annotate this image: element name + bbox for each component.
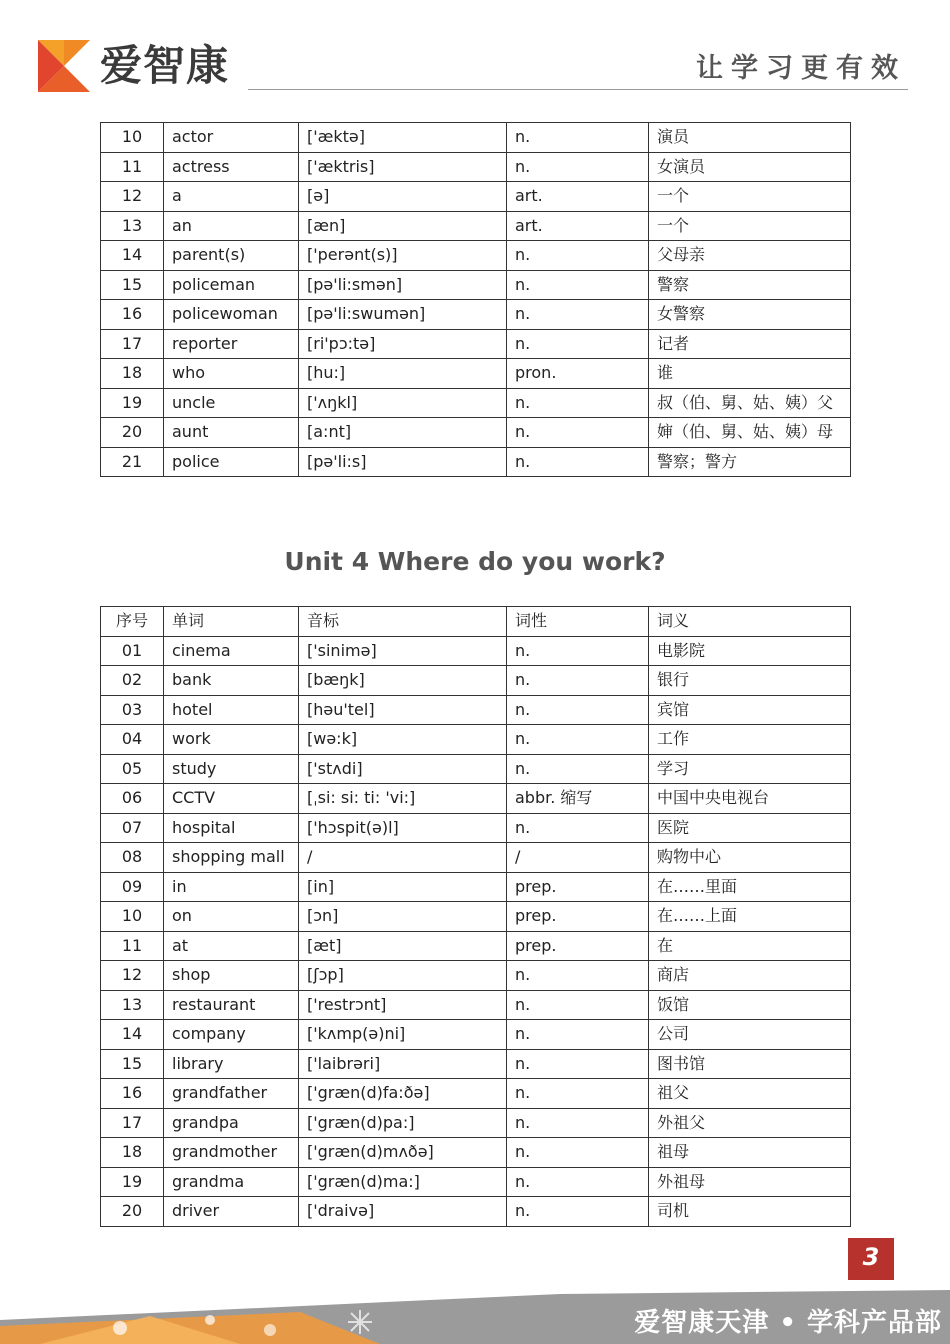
cell-no: 08 — [101, 843, 164, 873]
cell-word: CCTV — [164, 784, 299, 814]
cell-pos: n. — [507, 1138, 649, 1168]
cell-pos: n. — [507, 300, 649, 330]
cell-pos: n. — [507, 754, 649, 784]
vocab-table-unit4 — [100, 606, 851, 1227]
cell-meaning: 女警察 — [649, 300, 851, 330]
cell-no: 10 — [101, 123, 164, 153]
cell-word: policeman — [164, 270, 299, 300]
cell-meaning: 祖父 — [649, 1079, 851, 1109]
cell-no: 10 — [101, 902, 164, 932]
table-header-row — [101, 607, 851, 637]
header-divider — [248, 89, 908, 90]
cell-meaning: 购物中心 — [649, 843, 851, 873]
cell-pos: art. — [507, 211, 649, 241]
cell-pos: art. — [507, 182, 649, 212]
cell-phonetic: ['æktə] — [299, 123, 507, 153]
cell-pos: n. — [507, 695, 649, 725]
table-row — [101, 123, 851, 153]
cell-phonetic: [pə'li:s] — [299, 447, 507, 477]
cell-meaning: 宾馆 — [649, 695, 851, 725]
cell-pos: n. — [507, 270, 649, 300]
cell-phonetic: [ɔn] — [299, 902, 507, 932]
cell-no: 19 — [101, 1167, 164, 1197]
cell-phonetic: ['stʌdi] — [299, 754, 507, 784]
cell-word: library — [164, 1049, 299, 1079]
cell-no: 21 — [101, 447, 164, 477]
cell-word: actress — [164, 152, 299, 182]
cell-pos: pron. — [507, 359, 649, 389]
cell-phonetic: ['sinimə] — [299, 636, 507, 666]
cell-pos: prep. — [507, 931, 649, 961]
cell-pos: n. — [507, 1079, 649, 1109]
cell-pos: prep. — [507, 902, 649, 932]
cell-no: 17 — [101, 329, 164, 359]
cell-meaning: 婶（伯、舅、姑、姨）母 — [649, 418, 851, 448]
cell-word: policewoman — [164, 300, 299, 330]
header-phonetic: 音标 — [299, 607, 507, 637]
table-row — [101, 1079, 851, 1109]
table-row — [101, 1020, 851, 1050]
cell-phonetic: ['kʌmp(ə)ni] — [299, 1020, 507, 1050]
table-row — [101, 990, 851, 1020]
cell-no: 07 — [101, 813, 164, 843]
cell-meaning: 演员 — [649, 123, 851, 153]
cell-pos: n. — [507, 636, 649, 666]
cell-meaning: 学习 — [649, 754, 851, 784]
table-row — [101, 270, 851, 300]
cell-no: 19 — [101, 388, 164, 418]
cell-no: 02 — [101, 666, 164, 696]
table-row — [101, 182, 851, 212]
cell-meaning: 饭馆 — [649, 990, 851, 1020]
cell-phonetic: ['perənt(s)] — [299, 241, 507, 271]
cell-word: uncle — [164, 388, 299, 418]
cell-phonetic: ['draivə] — [299, 1197, 507, 1227]
table-row — [101, 1138, 851, 1168]
cell-pos: n. — [507, 1049, 649, 1079]
cell-pos: n. — [507, 152, 649, 182]
cell-word: grandfather — [164, 1079, 299, 1109]
cell-no: 14 — [101, 241, 164, 271]
cell-phonetic: ['græn(d)ma:] — [299, 1167, 507, 1197]
header-pos: 词性 — [507, 607, 649, 637]
table-row — [101, 329, 851, 359]
cell-pos: n. — [507, 813, 649, 843]
table-row — [101, 152, 851, 182]
cell-pos: n. — [507, 388, 649, 418]
table-row — [101, 636, 851, 666]
table-row — [101, 1197, 851, 1227]
table-row — [101, 813, 851, 843]
table-row — [101, 784, 851, 814]
table-row — [101, 388, 851, 418]
cell-word: restaurant — [164, 990, 299, 1020]
cell-meaning: 一个 — [649, 211, 851, 241]
cell-no: 20 — [101, 1197, 164, 1227]
footer-sparkle-icon — [348, 1310, 372, 1334]
cell-pos: n. — [507, 123, 649, 153]
cell-word: hospital — [164, 813, 299, 843]
cell-pos: n. — [507, 329, 649, 359]
cell-no: 16 — [101, 300, 164, 330]
cell-phonetic: ['græn(d)fa:ðə] — [299, 1079, 507, 1109]
table-row — [101, 725, 851, 755]
cell-meaning: 谁 — [649, 359, 851, 389]
table-row — [101, 961, 851, 991]
cell-phonetic: ['restrɔnt] — [299, 990, 507, 1020]
header-no: 序号 — [101, 607, 164, 637]
cell-word: work — [164, 725, 299, 755]
cell-no: 11 — [101, 152, 164, 182]
vocab-table-continued — [100, 122, 851, 477]
header-word: 单词 — [164, 607, 299, 637]
table-row — [101, 300, 851, 330]
cell-phonetic: [æn] — [299, 211, 507, 241]
cell-word: at — [164, 931, 299, 961]
table-row — [101, 931, 851, 961]
cell-meaning: 叔（伯、舅、姑、姨）父 — [649, 388, 851, 418]
cell-pos: n. — [507, 1108, 649, 1138]
table-row — [101, 754, 851, 784]
cell-no: 04 — [101, 725, 164, 755]
cell-meaning: 电影院 — [649, 636, 851, 666]
cell-pos: n. — [507, 961, 649, 991]
cell-meaning: 记者 — [649, 329, 851, 359]
table-row — [101, 666, 851, 696]
brand-logo-icon — [38, 40, 90, 92]
cell-phonetic: ['græn(d)mʌðə] — [299, 1138, 507, 1168]
table-row — [101, 872, 851, 902]
cell-phonetic: [æt] — [299, 931, 507, 961]
cell-word: parent(s) — [164, 241, 299, 271]
cell-pos: n. — [507, 666, 649, 696]
cell-no: 17 — [101, 1108, 164, 1138]
cell-no: 20 — [101, 418, 164, 448]
table-row — [101, 1049, 851, 1079]
cell-pos: n. — [507, 418, 649, 448]
cell-word: on — [164, 902, 299, 932]
cell-word: an — [164, 211, 299, 241]
cell-no: 11 — [101, 931, 164, 961]
cell-pos: n. — [507, 990, 649, 1020]
cell-no: 05 — [101, 754, 164, 784]
cell-no: 12 — [101, 961, 164, 991]
table-row — [101, 211, 851, 241]
cell-meaning: 女演员 — [649, 152, 851, 182]
cell-phonetic: [wə:k] — [299, 725, 507, 755]
cell-meaning: 一个 — [649, 182, 851, 212]
cell-meaning: 外祖母 — [649, 1167, 851, 1197]
page-header — [0, 0, 950, 100]
cell-word: hotel — [164, 695, 299, 725]
cell-no: 18 — [101, 359, 164, 389]
footer-text: 爱智康天津 • 学科产品部 — [634, 1308, 942, 1338]
cell-phonetic: ['æktris] — [299, 152, 507, 182]
cell-phonetic: ['laibrəri] — [299, 1049, 507, 1079]
cell-pos: n. — [507, 1197, 649, 1227]
cell-no: 09 — [101, 872, 164, 902]
cell-pos: abbr. 缩写 — [507, 784, 649, 814]
cell-phonetic: [a:nt] — [299, 418, 507, 448]
cell-word: grandpa — [164, 1108, 299, 1138]
cell-no: 15 — [101, 270, 164, 300]
cell-meaning: 在……里面 — [649, 872, 851, 902]
cell-word: in — [164, 872, 299, 902]
cell-no: 03 — [101, 695, 164, 725]
cell-no: 06 — [101, 784, 164, 814]
cell-word: a — [164, 182, 299, 212]
table-row — [101, 418, 851, 448]
cell-pos: n. — [507, 241, 649, 271]
footer-decor-icon — [113, 1321, 127, 1335]
cell-meaning: 外祖父 — [649, 1108, 851, 1138]
table-row — [101, 1108, 851, 1138]
table-row — [101, 447, 851, 477]
table-row — [101, 359, 851, 389]
cell-pos: n. — [507, 725, 649, 755]
cell-meaning: 在 — [649, 931, 851, 961]
cell-phonetic: ['ʌŋkl] — [299, 388, 507, 418]
cell-phonetic: ['græn(d)pa:] — [299, 1108, 507, 1138]
cell-meaning: 司机 — [649, 1197, 851, 1227]
header-slogan: 让学习更有效 — [696, 53, 906, 84]
cell-meaning: 图书馆 — [649, 1049, 851, 1079]
table-row — [101, 1167, 851, 1197]
cell-word: shop — [164, 961, 299, 991]
cell-no: 15 — [101, 1049, 164, 1079]
cell-no: 18 — [101, 1138, 164, 1168]
cell-phonetic: [ə] — [299, 182, 507, 212]
cell-meaning: 在……上面 — [649, 902, 851, 932]
cell-meaning: 公司 — [649, 1020, 851, 1050]
cell-word: police — [164, 447, 299, 477]
cell-word: aunt — [164, 418, 299, 448]
cell-phonetic: [pə'li:swumən] — [299, 300, 507, 330]
cell-meaning: 祖母 — [649, 1138, 851, 1168]
cell-phonetic: / — [299, 843, 507, 873]
cell-phonetic: [ʃɔp] — [299, 961, 507, 991]
cell-phonetic: [in] — [299, 872, 507, 902]
cell-word: actor — [164, 123, 299, 153]
brand-name: 爱智康 — [100, 41, 230, 90]
cell-meaning: 商店 — [649, 961, 851, 991]
cell-no: 13 — [101, 990, 164, 1020]
cell-word: grandma — [164, 1167, 299, 1197]
cell-pos: n. — [507, 1020, 649, 1050]
cell-word: cinema — [164, 636, 299, 666]
cell-word: company — [164, 1020, 299, 1050]
cell-no: 01 — [101, 636, 164, 666]
cell-no: 14 — [101, 1020, 164, 1050]
cell-meaning: 警察 — [649, 270, 851, 300]
cell-no: 16 — [101, 1079, 164, 1109]
cell-phonetic: [ri'pɔ:tə] — [299, 329, 507, 359]
cell-word: shopping mall — [164, 843, 299, 873]
cell-meaning: 警察；警方 — [649, 447, 851, 477]
table-row — [101, 695, 851, 725]
table-row — [101, 241, 851, 271]
table-row — [101, 843, 851, 873]
cell-meaning: 银行 — [649, 666, 851, 696]
cell-word: grandmother — [164, 1138, 299, 1168]
cell-pos: prep. — [507, 872, 649, 902]
cell-phonetic: [həu'tel] — [299, 695, 507, 725]
cell-pos: n. — [507, 447, 649, 477]
cell-phonetic: [pə'li:smən] — [299, 270, 507, 300]
cell-meaning: 中国中央电视台 — [649, 784, 851, 814]
cell-pos: n. — [507, 1167, 649, 1197]
cell-pos: / — [507, 843, 649, 873]
cell-phonetic: [bæŋk] — [299, 666, 507, 696]
cell-meaning: 工作 — [649, 725, 851, 755]
cell-meaning: 医院 — [649, 813, 851, 843]
cell-meaning: 父母亲 — [649, 241, 851, 271]
cell-phonetic: [hu:] — [299, 359, 507, 389]
page-number: 3 — [848, 1238, 894, 1280]
cell-word: bank — [164, 666, 299, 696]
cell-no: 13 — [101, 211, 164, 241]
cell-word: reporter — [164, 329, 299, 359]
cell-word: driver — [164, 1197, 299, 1227]
table-row — [101, 902, 851, 932]
unit-title: Unit 4 Where do you work? — [284, 547, 666, 576]
cell-word: study — [164, 754, 299, 784]
cell-phonetic: ['hɔspit(ə)l] — [299, 813, 507, 843]
header-meaning: 词义 — [649, 607, 851, 637]
cell-phonetic: [ˌsi: si: ti: 'vi:] — [299, 784, 507, 814]
cell-word: who — [164, 359, 299, 389]
cell-no: 12 — [101, 182, 164, 212]
